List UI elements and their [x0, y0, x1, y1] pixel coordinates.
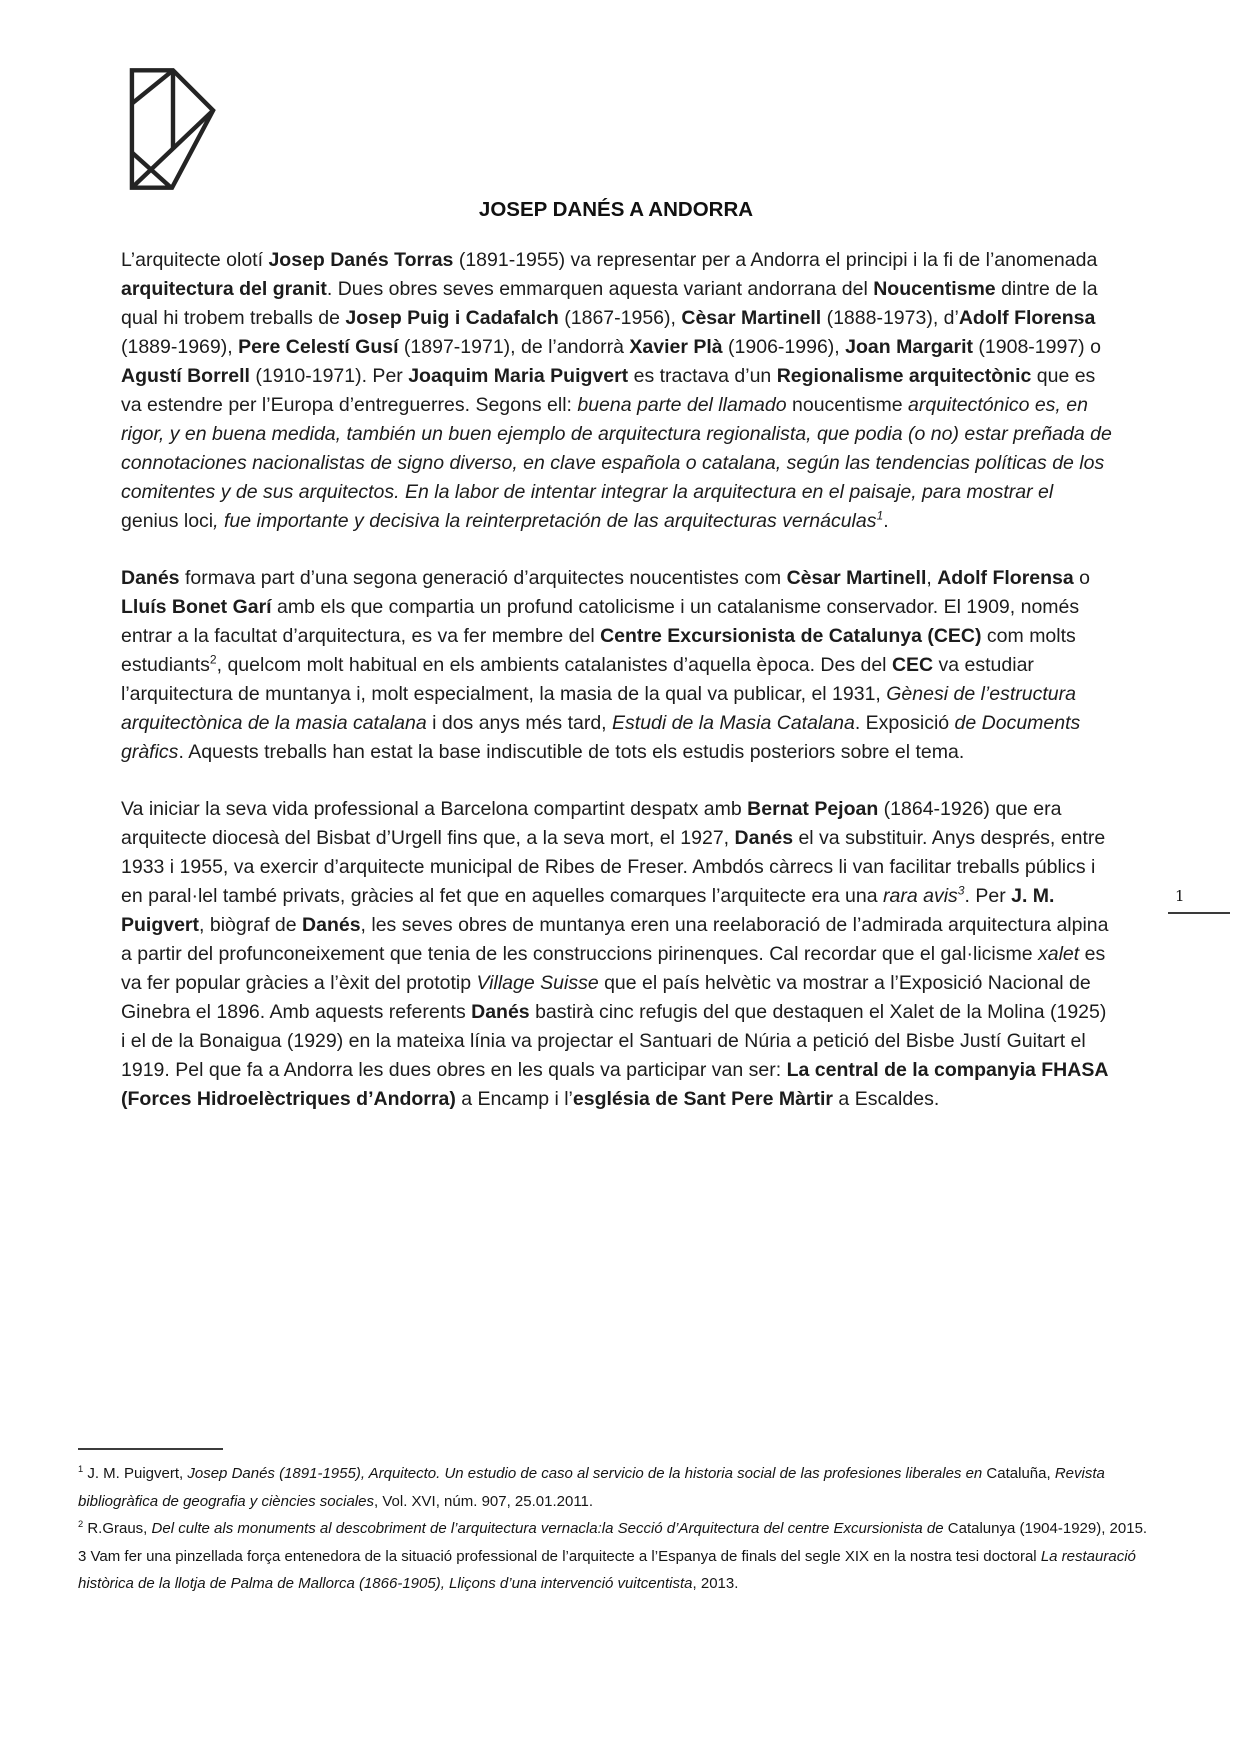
publisher-logo: [129, 66, 217, 192]
page-title: JOSEP DANÉS A ANDORRA: [478, 198, 754, 221]
geometric-d-logo-icon: [129, 66, 217, 192]
footnote-3: 3 Vam fer una pinzellada força entenedora de la situació professional de l’arquitecte a l’Espanya de finals del segle XIX en la nostra tesi doctoral La restauració històrica de la llotja de Palma de Mallorca (1866-1905), Lliçons d’una intervenció vuitcentista, 2013.: [78, 1547, 1136, 1592]
page-number: [1168, 887, 1230, 914]
paragraph-professional-life: Va iniciar la seva vida professional a Barcelona compartint despatx amb Bernat Pejoan (1864-1926) que era arquitecte diocesà del Bisbat d’Urgell fins que, a la seva mort, el 1927, Danés el va substituir. Anys després, entre 1933 i 1955, va exercir d’arquitecte municipal de Ribes de Freser. Ambdós càrrecs li van facilitar treballs públics i en paral·lel també privats, gràcies al fet que en aquelles comarques l’arquitecte era una rara avis$^3$. Per J. M. Puigvert, biògraf de Danés, les seves obres de muntanya eren una reelaboració de l’admirada arquitectura alpina a partir del profunconeixement que tenia de les construccions pirinenques. Cal recordar que el gal·licisme xalet es va fer popular gràcies a l’èxit del prototip Village Suisse que el país helvètic va mostrar a l’Exposició Nacional de Ginebra el 1896. Amb aquests referents Danés bastirà cinc refugis del que destaquen el Xalet de la Molina (1925) i el de la Bonaigua (1929) en la mateixa línia va projectar el Santuari de Núria a petició del Bisbe Justí Guitart el 1919. Pel que fa a Andorra les dues obres en les quals va participar van ser: La central de la companyia FHASA (Forces Hidroelèctriques d’Andorra) a Encamp i l’església de Sant Pere Màrtir a Escaldes.: [121, 798, 1109, 1110]
footnotes-section: [78, 1448, 1186, 1598]
footnote-1: $^1$ J. M. Puigvert, Josep Danés (1891-1955), Arquitecto. Un estudio de caso al servicio de la historia social de las profesiones liberales en Cataluña, Revista bibliogràfica de geografia y ciències sociales, Vol. XVI, núm. 907, 25.01.2011.: [78, 1464, 1105, 1510]
footnote-2: $^2$ R.Graus, Del culte als monuments al descobriment de l’arquitectura vernacla:la Secció d’Arquitectura del centre Excursionista de Catalunya (1904-1929), 2015.: [78, 1519, 1148, 1537]
footnote-separator: [78, 1448, 223, 1450]
paragraph-danes-generation: Danés formava part d’una segona generació d’arquitectes noucentistes com Cèsar Martinell, Adolf Florensa o Lluís Bonet Garí amb els que compartia un profund catolicisme i un catalanisme conservador. El 1909, només entrar a la facultat d’arquitectura, es va fer membre del Centre Excursionista de Catalunya (CEC) com molts estudiants$^2$, quelcom molt habitual en els ambients catalanistes d’aquella època. Des del CEC va estudiar l’arquitectura de muntanya i, molt especialment, la masia de la qual va publicar, el 1931, Gènesi de l’estructura arquitectònica de la masia catalana i dos anys més tard, Estudi de la Masia Catalana. Exposició de Documents gràfics. Aquests treballs han estat la base indiscutible de tots els estudis posteriors sobre el tema.: [121, 567, 1090, 763]
paragraph-intro: L’arquitecte olotí Josep Danés Torras (1891-1955) va representar per a Andorra el principi i la fi de l’anomenada arquitectura del granit. Dues obres seves emmarquen aquesta variant andorrana del Noucentisme dintre de la qual hi trobem treballs de Josep Puig i Cadafalch (1867-1956), Cèsar Martinell (1888-1973), d’Adolf Florensa (1889-1969), Pere Celestí Gusí (1897-1971), de l’andorrà Xavier Plà (1906-1996), Joan Margarit (1908-1997) o Agustí Borrell (1910-1971). Per Joaquim Maria Puigvert es tractava d’un Regionalisme arquitectònic que es va estendre per l’Europa d’entreguerres. Segons ell: buena parte del llamado noucentisme arquitectónico es, en rigor, y en buena medida, también un buen ejemplo de arquitectura regionalista, que podia (o no) estar preñada de connotaciones nacionalistas de signo diverso, en clave española o catalana, según las tendencias políticas de los comitentes y de sus arquitectos. En la labor de intentar integrar la arquitectura en el paisaje, para mostrar el genius loci, fue importante y decisiva la reinterpretación de las arquitecturas vernáculas$^1$.: [121, 249, 1112, 532]
document-body: [121, 246, 1113, 1142]
page-number-value: 1: [1175, 887, 1185, 905]
